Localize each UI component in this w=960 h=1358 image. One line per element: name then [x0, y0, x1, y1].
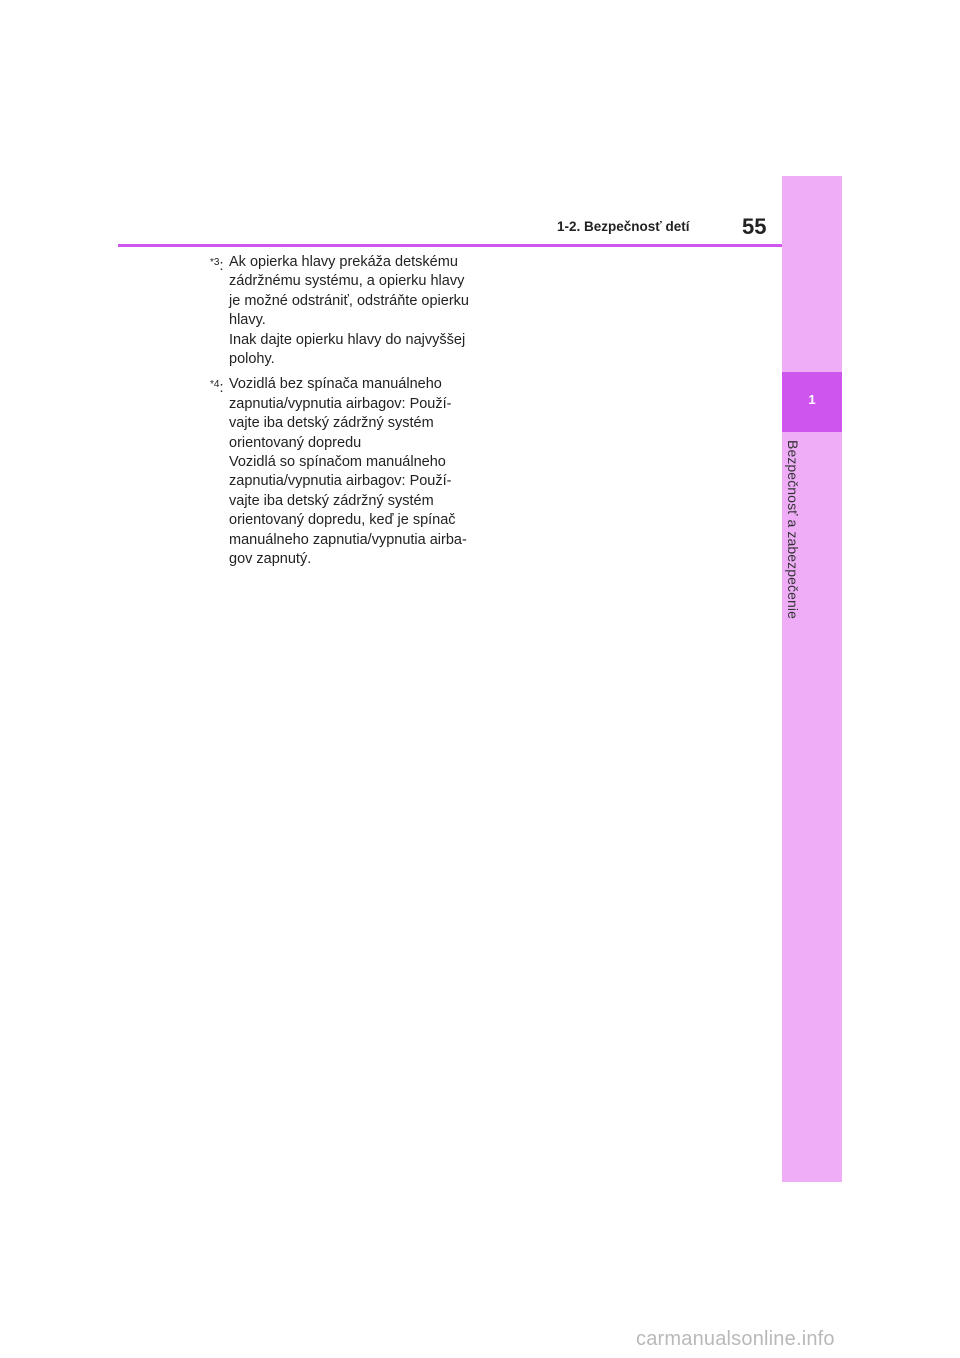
footnote-line: hlavy. [229, 312, 266, 329]
footnote-line: Inak dajte opierku hlavy do najvyššej [229, 331, 466, 348]
header-divider [118, 244, 782, 247]
footnote-marker: $^{*4}$: [210, 379, 224, 397]
footnote-line: gov zapnutý. [229, 551, 312, 568]
footnote-line: zádržnému systému, a opierku hlavy [229, 273, 465, 290]
footnote-line: Vozidlá bez spínača manuálneho [229, 376, 442, 393]
chapter-side-tab [782, 176, 842, 1182]
section-title: 1-2. Bezpečnosť detí [557, 219, 690, 234]
page-number: 55 [742, 214, 767, 239]
chapter-title: Bezpečnosť a zabezpečenie [785, 440, 801, 619]
footnote-line: manuálneho zapnutia/vypnutia airba- [229, 531, 467, 548]
footnotes [210, 253, 480, 576]
footnote-line: Vozidlá so spínačom manuálneho [229, 454, 446, 471]
chapter-number: 1 [808, 392, 816, 407]
footnote-marker: $^{*3}$: [210, 257, 224, 274]
footnote-line: je možné odstrániť, odstráňte opierku [229, 292, 469, 309]
footnote-line: polohy. [229, 351, 275, 368]
footnote-line: orientovaný dopredu, keď je spínač [229, 512, 456, 529]
footnote-line: zapnutia/vypnutia airbagov: Použí- [229, 473, 452, 490]
footnote-line: vajte iba detský zádržný systém [229, 492, 434, 509]
watermark-text: carmanualsonline.info [636, 1328, 835, 1350]
footnote-line: orientovaný dopredu [229, 434, 362, 451]
footnote-4 [210, 375, 480, 569]
chapter-number-box [782, 372, 842, 432]
footnote-line: Ak opierka hlavy prekáža detskému [229, 254, 458, 270]
footnote-3 [210, 253, 480, 369]
footnote-line: vajte iba detský zádržný systém [229, 415, 434, 432]
footnote-line: zapnutia/vypnutia airbagov: Použí- [229, 395, 452, 412]
